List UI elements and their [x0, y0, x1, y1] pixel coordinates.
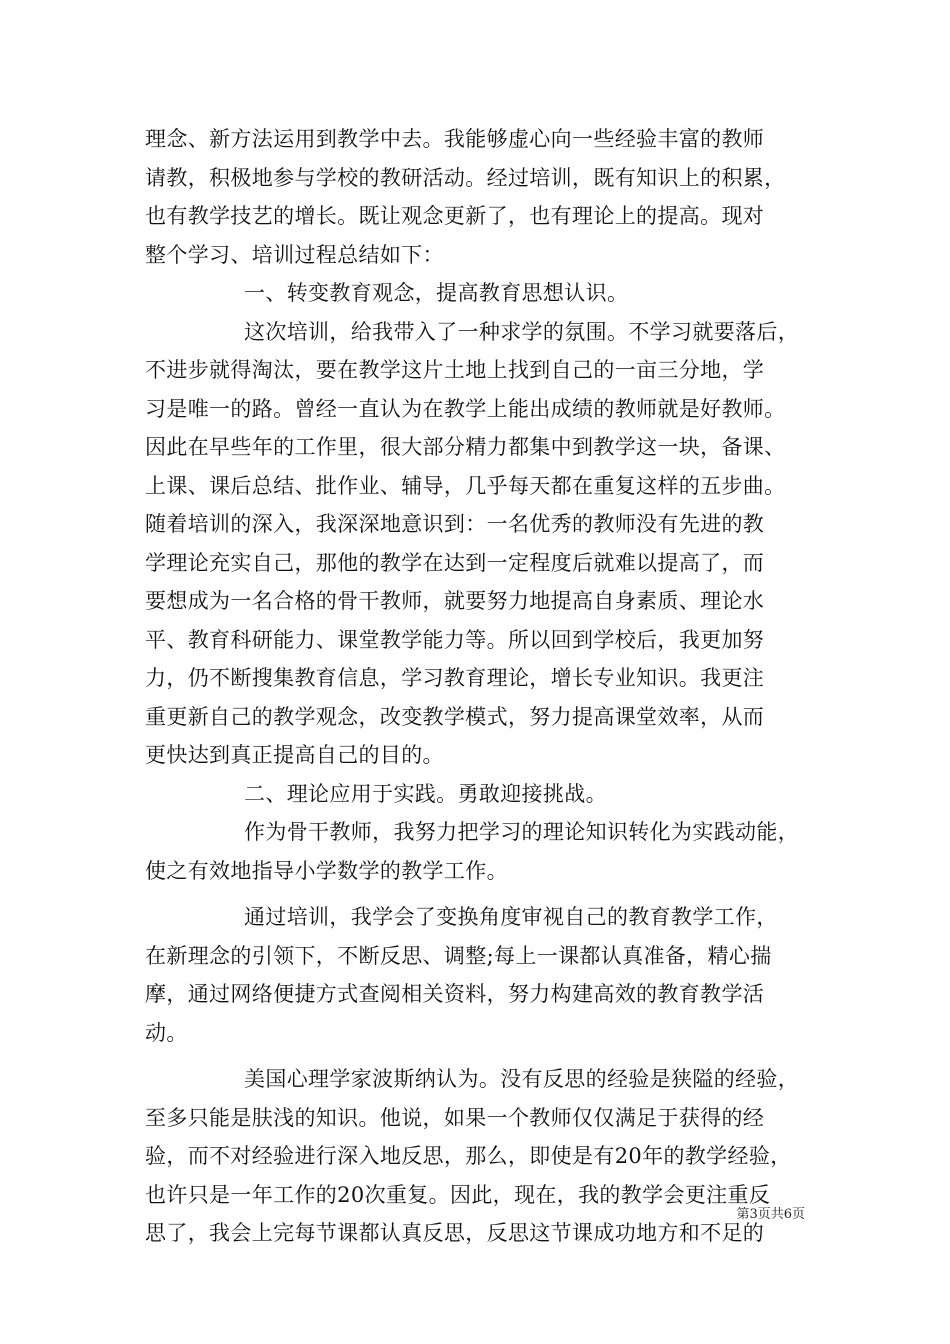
text-line: 思了，我会上完每节课都认真反思，反思这节课成功地方和不足的 [145, 1221, 765, 1245]
text-line: 随着培训的深入，我深深地意识到：一名优秀的教师没有先进的教 [145, 512, 765, 536]
text-line: 理念、新方法运用到教学中去。我能够虚心向一些经验丰富的教师 [145, 127, 765, 151]
text-line: 作为骨干教师，我努力把学习的理论知识转化为实践动能， [244, 820, 800, 844]
section-heading-1: 一、转变教育观念，提高教育思想认识。 [244, 281, 629, 305]
text-line: 更快达到真正提高自己的目的。 [145, 743, 444, 767]
text-line: 请教，积极地参与学校的教研活动。经过培训，既有知识上的积累， [145, 165, 786, 190]
text-line: 因此在早些年的工作里，很大部分精力都集中到教学这一块，备课、 [145, 435, 786, 459]
text-line: 通过培训，我学会了变换角度审视自己的教育教学工作， [244, 905, 778, 929]
text-line: 在新理念的引领下，不断反思、调整;每上一课都认真准备，精心揣 [145, 943, 772, 968]
text-line: 至多只能是肤浅的知识。他说，如果一个教师仅仅满足于获得的经 [145, 1105, 765, 1130]
text-line: 平、教育科研能力、课堂教学能力等。所以回到学校后，我更加努 [145, 627, 765, 652]
text-line: 力，仍不断搜集教育信息，学习教育理论，增长专业知识。我更注 [145, 666, 765, 690]
text-line: 动。 [145, 1020, 188, 1045]
text-line: 不进步就得淘汰，要在教学这片土地上找到自己的一亩三分地，学 [145, 358, 765, 382]
text-line: 整个学习、培训过程总结如下： [145, 242, 444, 267]
text-line: 这次培训，给我带入了一种求学的氛围。不学习就要落后， [244, 319, 800, 344]
text-line: 摩，通过网络便捷方式查阅相关资料，努力构建高效的教育教学活 [145, 982, 765, 1006]
text-line: 重更新自己的教学观念，改变教学模式，努力提高课堂效率，从而 [145, 704, 765, 729]
section-heading-2: 二、理论应用于实践。勇敢迎接挑战。 [244, 781, 607, 806]
text-line: 要想成为一名合格的骨干教师，就要努力地提高自身素质、理论水 [145, 589, 765, 613]
text-line: 使之有效地指导小学数学的教学工作。 [145, 858, 508, 883]
text-line: 也有教学技艺的增长。既让观念更新了，也有理论上的提高。现对 [145, 204, 765, 228]
body-text [145, 120, 809, 1253]
page-number-footer: 第3页共6页 [736, 1207, 805, 1222]
text-line: 也许只是一年工作的20次重复。因此，现在，我的教学会更注重反 [145, 1182, 771, 1207]
text-line: 美国心理学家波斯纳认为。没有反思的经验是狭隘的经验， [244, 1067, 800, 1091]
text-line: 习是唯一的路。曾经一直认为在教学上能出成绩的教师就是好教师。 [145, 396, 786, 421]
text-line: 验，而不对经验进行深入地反思，那么，即使是有20年的教学经验， [145, 1144, 792, 1168]
text-line: 学理论充实自己，那他的教学在达到一定程度后就难以提高了，而 [145, 550, 765, 575]
text-line: 上课、课后总结、批作业、辅导，几乎每天都在重复这样的五步曲。 [145, 473, 786, 498]
